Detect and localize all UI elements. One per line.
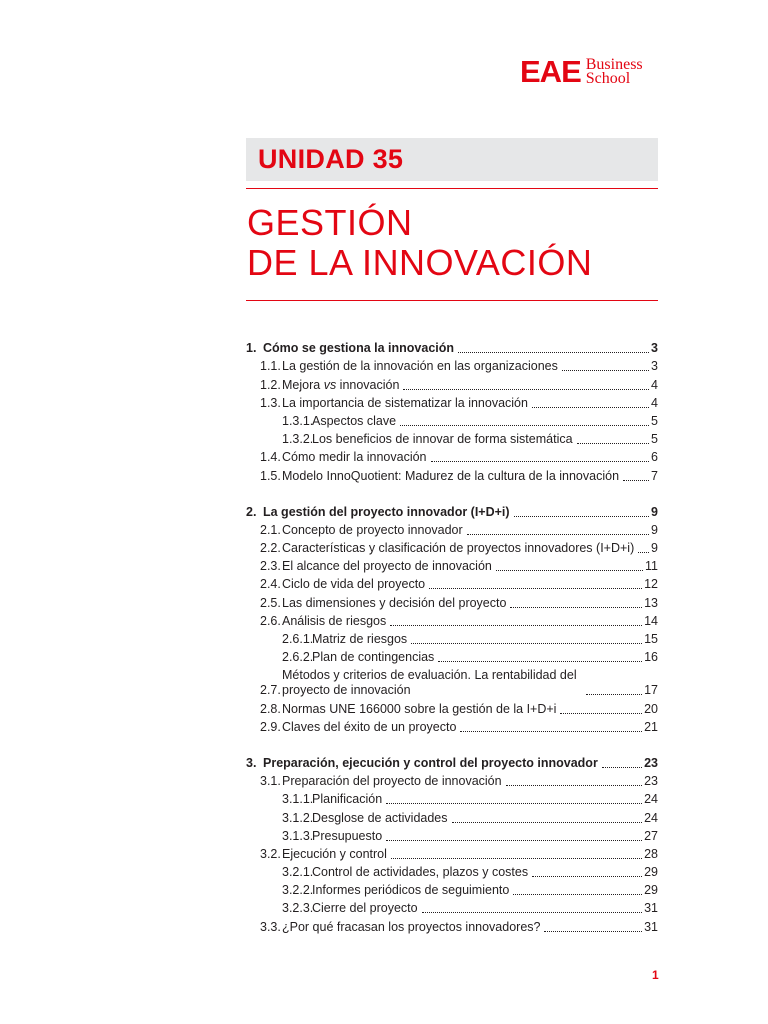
toc-label: Control de actividades, plazos y costes xyxy=(312,865,529,880)
toc-number: 2.2. xyxy=(260,541,281,556)
toc-label: Aspectos clave xyxy=(312,413,397,428)
toc-label: Métodos y criterios de evaluación. La rentabilidad del proyecto de innovación xyxy=(282,668,577,698)
toc-page-number: 17 xyxy=(644,683,658,698)
toc-subentry[interactable] xyxy=(246,807,658,825)
eae-business-school-logo xyxy=(520,56,643,87)
dot-leader xyxy=(560,713,642,714)
toc-label: Mejora vs innovación xyxy=(282,377,400,392)
toc-page-number: 14 xyxy=(644,613,658,628)
toc-subentry[interactable] xyxy=(246,411,658,429)
toc-number: 3.1.2. xyxy=(282,810,314,825)
toc-entry[interactable] xyxy=(246,556,658,574)
toc-number: 1. xyxy=(246,341,257,356)
dot-leader xyxy=(623,480,649,481)
toc-subentry[interactable] xyxy=(246,898,658,916)
toc-number: 1.1. xyxy=(260,359,281,374)
toc-number: 3.2.2. xyxy=(282,883,314,898)
toc-label: Claves del éxito de un proyecto xyxy=(282,719,457,734)
logo-line-1: Business xyxy=(585,55,643,73)
toc-number: 2.4. xyxy=(260,577,281,592)
dot-leader xyxy=(577,443,649,444)
toc-number: 3. xyxy=(246,755,257,770)
toc-entry[interactable] xyxy=(246,698,658,716)
dot-leader xyxy=(386,803,642,804)
toc-label: Normas UNE 166000 sobre la gestión de la I+D+i xyxy=(282,701,557,716)
toc-entry[interactable] xyxy=(246,611,658,629)
toc-page-number: 23 xyxy=(644,774,658,789)
toc-number: 2.5. xyxy=(260,595,281,610)
toc-subentry[interactable] xyxy=(246,647,658,665)
toc-entry[interactable] xyxy=(246,916,658,934)
toc-number: 3.1.1. xyxy=(282,792,314,807)
dot-leader xyxy=(467,534,649,535)
dot-leader xyxy=(638,552,649,553)
toc-label: Planificación xyxy=(312,792,383,807)
toc-label: ¿Por qué fracasan los proyectos innovadores? xyxy=(282,919,541,934)
toc-page-number: 11 xyxy=(645,559,658,574)
dot-leader xyxy=(411,643,642,644)
dot-leader xyxy=(452,822,643,823)
toc-label: Ciclo de vida del proyecto xyxy=(282,577,426,592)
toc-label: Modelo InnoQuotient: Madurez de la cultura de la innovación xyxy=(282,468,620,483)
toc-number: 3.1.3. xyxy=(282,828,314,843)
toc-section[interactable] xyxy=(246,502,658,520)
toc-label: Concepto de proyecto innovador xyxy=(282,522,463,537)
title-line-1: GESTIÓN xyxy=(247,202,413,243)
toc-number: 1.4. xyxy=(260,450,281,465)
page-number: 1 xyxy=(652,968,659,982)
toc-label: El alcance del proyecto de innovación xyxy=(282,559,492,574)
toc-number: 1.2. xyxy=(260,377,281,392)
dot-leader xyxy=(391,858,642,859)
toc-number: 3.2.3. xyxy=(282,901,314,916)
toc-entry[interactable] xyxy=(246,717,658,735)
top-divider xyxy=(246,188,658,189)
toc-number: 2.1. xyxy=(260,522,281,537)
dot-leader xyxy=(431,461,650,462)
toc-label: Preparación, ejecución y control del proyecto innovador xyxy=(263,755,598,770)
dot-leader xyxy=(429,588,642,589)
table-of-contents xyxy=(246,338,658,935)
unit-label: UNIDAD 35 xyxy=(258,144,404,174)
toc-entry[interactable] xyxy=(246,465,658,483)
title-divider xyxy=(246,300,658,301)
toc-number: 1.3. xyxy=(260,395,281,410)
toc-label: Presupuesto xyxy=(312,828,383,843)
toc-subentry[interactable] xyxy=(246,789,658,807)
toc-label: Cómo medir la innovación xyxy=(282,450,427,465)
dot-leader xyxy=(438,661,642,662)
page-title xyxy=(247,203,592,283)
toc-page-number: 9 xyxy=(651,541,658,556)
dot-leader xyxy=(458,352,649,353)
toc-entry[interactable] xyxy=(246,520,658,538)
dot-leader xyxy=(602,767,642,768)
toc-entry[interactable] xyxy=(246,356,658,374)
toc-label: Matriz de riesgos xyxy=(312,632,408,646)
toc-number: 3.1. xyxy=(260,774,281,789)
logo-line-2: School xyxy=(585,69,631,87)
toc-label: La gestión de la innovación en las organizaciones xyxy=(282,359,558,374)
toc-number: 3.2.1. xyxy=(282,865,314,880)
toc-subentry[interactable] xyxy=(246,862,658,880)
dot-leader xyxy=(562,370,649,371)
toc-page-number: 3 xyxy=(651,341,658,356)
dot-leader xyxy=(532,407,649,408)
dot-leader xyxy=(422,912,642,913)
toc-label: Los beneficios de innovar de forma sistemática xyxy=(312,432,573,447)
toc-page-number: 29 xyxy=(644,883,658,898)
dot-leader xyxy=(496,570,643,571)
toc-section[interactable] xyxy=(246,753,658,771)
toc-page-number: 27 xyxy=(644,828,658,843)
toc-page-number: 12 xyxy=(644,577,658,592)
toc-label: Ejecución y control xyxy=(282,846,387,861)
toc-number: 2.6.2. xyxy=(282,650,314,665)
dot-leader xyxy=(506,785,643,786)
toc-label: Cómo se gestiona la innovación xyxy=(263,341,455,356)
toc-label: Desglose de actividades xyxy=(312,810,448,825)
dot-leader xyxy=(460,731,642,732)
toc-entry[interactable] xyxy=(246,574,658,592)
dot-leader xyxy=(544,931,642,932)
toc-entry[interactable] xyxy=(246,592,658,610)
toc-page-number: 13 xyxy=(644,595,658,610)
toc-page-number: 23 xyxy=(644,755,658,770)
dot-leader xyxy=(532,876,642,877)
toc-number: 2.9. xyxy=(260,719,281,734)
toc-page-number: 21 xyxy=(644,719,658,734)
toc-page-number: 4 xyxy=(651,377,658,392)
toc-number: 2.3. xyxy=(260,559,281,574)
toc-page-number: 6 xyxy=(651,450,658,465)
toc-page-number: 31 xyxy=(644,901,658,916)
dot-leader xyxy=(510,607,642,608)
toc-subentry[interactable] xyxy=(246,629,658,647)
toc-number: 2.8. xyxy=(260,701,281,716)
toc-page-number: 16 xyxy=(644,650,658,665)
toc-entry[interactable] xyxy=(246,665,658,698)
toc-entry[interactable] xyxy=(246,771,658,789)
unit-header-box xyxy=(246,138,658,181)
toc-label: Cierre del proyecto xyxy=(312,901,418,916)
toc-label: Características y clasificación de proyectos innovadores (I+D+i) xyxy=(282,541,635,556)
logo-wordmark xyxy=(585,55,643,87)
toc-page-number: 9 xyxy=(651,504,658,519)
toc-number: 1.5. xyxy=(260,468,281,483)
toc-section[interactable] xyxy=(246,338,658,356)
toc-number: 2.6.1. xyxy=(282,632,314,646)
toc-page-number: 7 xyxy=(651,468,658,483)
dot-leader xyxy=(586,694,642,695)
dot-leader xyxy=(403,389,649,390)
toc-label: Análisis de riesgos xyxy=(282,613,387,628)
dot-leader xyxy=(514,516,649,517)
toc-subentry[interactable] xyxy=(246,880,658,898)
toc-page-number: 9 xyxy=(651,522,658,537)
toc-number: 1.3.2. xyxy=(282,432,314,447)
toc-page-number: 4 xyxy=(651,395,658,410)
toc-entry[interactable] xyxy=(246,447,658,465)
toc-number: 3.2. xyxy=(260,846,281,861)
toc-entry[interactable] xyxy=(246,844,658,862)
dot-leader xyxy=(386,840,642,841)
toc-page-number: 5 xyxy=(651,413,658,428)
toc-page-number: 20 xyxy=(644,701,658,716)
dot-leader xyxy=(390,625,642,626)
toc-page-number: 29 xyxy=(644,865,658,880)
toc-number: 3.3. xyxy=(260,919,281,934)
toc-label: Preparación del proyecto de innovación xyxy=(282,774,502,789)
toc-subentry[interactable] xyxy=(246,429,658,447)
toc-page-number: 3 xyxy=(651,359,658,374)
title-line-2: DE LA INNOVACIÓN xyxy=(247,242,593,283)
toc-number: 2. xyxy=(246,504,257,519)
toc-label: La gestión del proyecto innovador (I+D+i) xyxy=(263,504,510,519)
dot-leader xyxy=(400,425,649,426)
toc-number: 2.6. xyxy=(260,613,281,628)
toc-page-number: 24 xyxy=(644,810,658,825)
dot-leader xyxy=(513,894,642,895)
toc-entry[interactable] xyxy=(246,538,658,556)
toc-page-number: 31 xyxy=(644,919,658,934)
toc-page-number: 28 xyxy=(644,846,658,861)
toc-entry[interactable] xyxy=(246,393,658,411)
toc-page-number: 5 xyxy=(651,432,658,447)
toc-label: La importancia de sistematizar la innovación xyxy=(282,395,528,410)
toc-label: Las dimensiones y decisión del proyecto xyxy=(282,595,507,610)
logo-mark: EAE xyxy=(520,54,581,89)
toc-label: Informes periódicos de seguimiento xyxy=(312,883,510,898)
toc-label: Plan de contingencias xyxy=(312,650,435,665)
toc-page-number: 24 xyxy=(644,792,658,807)
toc-number: 2.7. xyxy=(260,683,281,698)
toc-page-number: 15 xyxy=(644,632,658,646)
toc-entry[interactable] xyxy=(246,374,658,392)
toc-subentry[interactable] xyxy=(246,826,658,844)
toc-number: 1.3.1. xyxy=(282,413,314,428)
